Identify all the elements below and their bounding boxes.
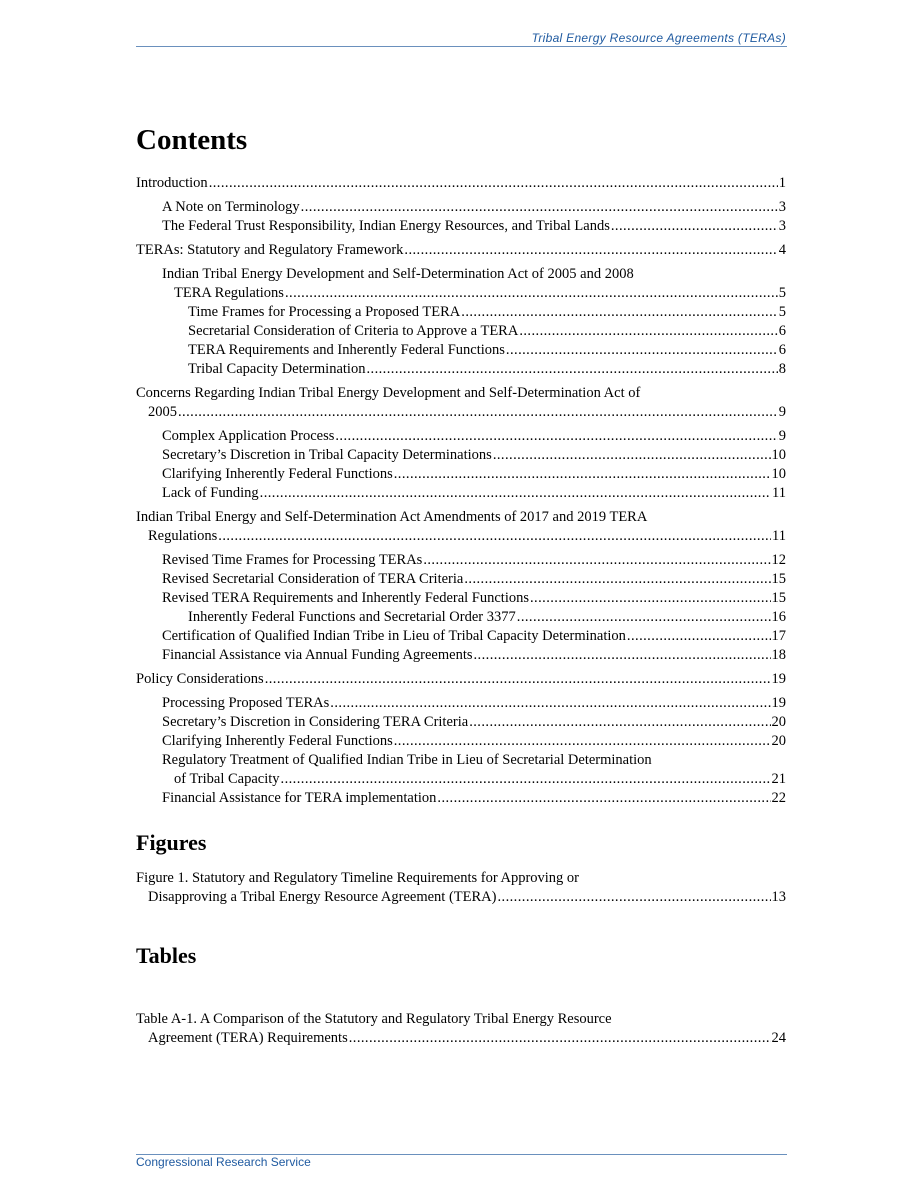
contents-heading: Contents — [136, 124, 248, 156]
toc-entry-amendments[interactable]: Indian Tribal Energy and Self-Determination Act Amendments of 2017 and 2019 TERA Regulations . . . 11 — [136, 508, 786, 546]
page-number: 18 — [771, 647, 786, 663]
page-number: 24 — [771, 1030, 786, 1046]
toc-entry-certification[interactable]: Certification of Qualified Indian Tribe in Lieu of Tribal Capacity Determination . . . 17 — [162, 627, 786, 646]
toc-entry-financial-assistance-tera[interactable]: Financial Assistance for TERA implementation . . . 22 — [162, 789, 786, 808]
toc-entry-secretary-discretion[interactable]: Secretary’s Discretion in Tribal Capacity Determinations . . . 10 — [162, 446, 786, 465]
page-number: 5 — [778, 285, 786, 301]
toc-entry-figure-1[interactable]: Figure 1. Statutory and Regulatory Timeline Requirements for Approving or Disapproving a Tribal Energy Resource Agreement (TERA) . . . 13 — [136, 869, 786, 907]
page-number: 3 — [778, 218, 786, 234]
page-number: 9 — [778, 404, 786, 420]
page-number: 6 — [778, 342, 786, 358]
page-number: 15 — [771, 590, 786, 606]
toc-entry-secretarial-criteria[interactable]: Secretarial Consideration of Criteria to Approve a TERA . . . 6 — [188, 322, 786, 341]
page-number: 11 — [772, 528, 786, 544]
page-number: 5 — [778, 304, 786, 320]
page-number: 19 — [771, 671, 786, 687]
page-number: 3 — [778, 199, 786, 215]
toc-entry-trust-responsibility[interactable]: The Federal Trust Responsibility, Indian Energy Resources, and Tribal Lands . . . 3 — [162, 217, 786, 236]
page-number: 8 — [778, 361, 786, 377]
toc-entry-tribal-capacity[interactable]: Tribal Capacity Determination . . . 8 — [188, 360, 786, 379]
contents-list — [0, 174, 920, 808]
page-number: 10 — [771, 466, 786, 482]
header-rule — [136, 46, 787, 47]
figures-list — [0, 869, 920, 907]
page-number: 15 — [771, 571, 786, 587]
page-number: 21 — [771, 771, 786, 787]
toc-entry-revised-criteria[interactable]: Revised Secretarial Consideration of TERA Criteria . . . 15 — [162, 570, 786, 589]
page-number: 17 — [771, 628, 786, 644]
tables-heading: Tables — [136, 943, 197, 968]
page-number: 6 — [778, 323, 786, 339]
figures-heading: Figures — [136, 830, 207, 855]
toc-entry-tera-requirements[interactable]: TERA Requirements and Inherently Federal Functions . . . 6 — [188, 341, 786, 360]
toc-entry-framework[interactable]: TERAs: Statutory and Regulatory Framework . . . 4 — [136, 241, 786, 260]
toc-entry-concerns[interactable]: Concerns Regarding Indian Tribal Energy Development and Self-Determination Act of 2005 . . . 9 — [136, 384, 786, 422]
toc-entry-revised-time-frames[interactable]: Revised Time Frames for Processing TERAs . . . 12 — [162, 551, 786, 570]
tables-list — [0, 1010, 920, 1048]
toc-entry-2005-act-2008-regs[interactable]: Indian Tribal Energy Development and Self-Determination Act of 2005 and 2008 TERA Regulations . . . 5 — [162, 265, 786, 303]
toc-entry-secretarial-order[interactable]: Inherently Federal Functions and Secretarial Order 3377 . . . 16 — [188, 608, 786, 627]
toc-entry-clarifying-functions-2[interactable]: Clarifying Inherently Federal Functions . . . 20 — [162, 732, 786, 751]
toc-entry-lack-of-funding[interactable]: Lack of Funding . . . 11 — [162, 484, 786, 503]
running-footer: Congressional Research Service — [136, 1155, 311, 1169]
toc-entry-financial-assistance-afa[interactable]: Financial Assistance via Annual Funding Agreements . . . 18 — [162, 646, 786, 665]
toc-entry-processing-teras[interactable]: Processing Proposed TERAs . . . 19 — [162, 694, 786, 713]
toc-entry-time-frames[interactable]: Time Frames for Processing a Proposed TERA . . . 5 — [188, 303, 786, 322]
toc-entry-regulatory-treatment[interactable]: Regulatory Treatment of Qualified Indian Tribe in Lieu of Secretarial Determination of Tribal Capacity . . . 21 — [162, 751, 786, 789]
page-number: 12 — [771, 552, 786, 568]
page-number: 20 — [771, 733, 786, 749]
page-number: 4 — [778, 242, 786, 258]
page-number: 1 — [778, 175, 786, 191]
toc-entry-table-a1[interactable]: Table A-1. A Comparison of the Statutory and Regulatory Tribal Energy Resource Agreement (TERA) Requirements . . . 24 — [136, 1010, 786, 1048]
page-number: 13 — [771, 889, 786, 905]
toc-entry-complex-application[interactable]: Complex Application Process . . . 9 — [162, 427, 786, 446]
page-number: 9 — [778, 428, 786, 444]
toc-entry-revised-requirements[interactable]: Revised TERA Requirements and Inherently Federal Functions . . . 15 — [162, 589, 786, 608]
page-number: 16 — [771, 609, 786, 625]
toc-entry-discretion-criteria[interactable]: Secretary’s Discretion in Considering TERA Criteria . . . 20 — [162, 713, 786, 732]
toc-entry-terminology[interactable]: A Note on Terminology . . . 3 — [162, 198, 786, 217]
toc-entry-introduction[interactable]: Introduction . . . 1 — [136, 174, 786, 193]
running-header: Tribal Energy Resource Agreements (TERAs) — [531, 31, 786, 45]
page-number: 10 — [771, 447, 786, 463]
page-number: 20 — [771, 714, 786, 730]
page-number: 19 — [771, 695, 786, 711]
toc-entry-clarifying-functions[interactable]: Clarifying Inherently Federal Functions . . . 10 — [162, 465, 786, 484]
page-number: 22 — [771, 790, 786, 806]
toc-entry-policy-considerations[interactable]: Policy Considerations . . . 19 — [136, 670, 786, 689]
page-number: 11 — [772, 485, 786, 501]
